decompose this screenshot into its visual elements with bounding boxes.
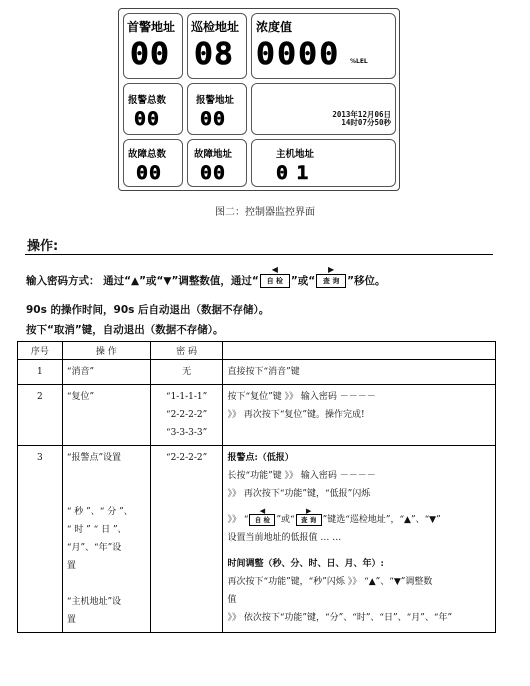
table-row	[18, 446, 496, 633]
row2-pw-3: “3-3-3-3”	[165, 428, 208, 438]
fault-total-value: 00	[136, 162, 163, 184]
lcd-cell-alarm-total	[123, 83, 183, 135]
right-arrow-icon: ▶	[328, 265, 335, 274]
row3-op-host-a: “主机地址”设	[66, 597, 122, 607]
self-test-key	[260, 265, 290, 288]
row1-op: “消音”	[62, 360, 150, 385]
spacer	[227, 547, 491, 555]
lcd-time: 14时07分50秒	[341, 118, 391, 127]
row3-pw: “2-2-2-2”	[150, 446, 223, 633]
lcd-cell-first-alarm	[123, 13, 183, 79]
query-key-mini-label: 查 询	[301, 515, 317, 524]
query-key-mini	[296, 505, 322, 526]
fault-address-label: 故障地址	[194, 149, 233, 160]
password-method-text-c: ”移位。	[347, 275, 386, 287]
row3-desc-6: 时间调整（秒、分、时、日、月、年）:	[227, 559, 384, 569]
alarm-total-value: 00	[134, 108, 161, 130]
lcd-cell-datetime	[251, 83, 396, 135]
lcd-cell-host-address	[251, 139, 396, 187]
row3-desc	[223, 446, 496, 633]
row2-desc-1: 按下“复位”键 》》 输入密码 －－－－	[227, 392, 376, 402]
operations-heading: 操作:	[27, 239, 59, 254]
header-no: 序号	[18, 342, 63, 360]
concentration-value: 0000	[256, 37, 341, 72]
row3-desc-7: 再次按下“功能”键，“秒”闪烁 》》 “▲”、“▼”调整数	[227, 577, 433, 587]
heading-rule	[25, 254, 493, 255]
row3-desc-4	[227, 505, 491, 529]
row2-op: “复位”	[62, 385, 150, 446]
row2-desc-2: 》》 再次按下“复位”键。操作完成!	[227, 410, 365, 420]
right-arrow-icon: ▶	[305, 505, 312, 515]
row3-op-host-b: 置	[66, 615, 76, 625]
password-method-line	[26, 265, 386, 288]
operations-table	[17, 341, 496, 633]
row3-desc-8: 值	[227, 595, 237, 605]
row3-desc-4c: ”键选“巡检地址”，“▲”、“▼”	[322, 515, 441, 525]
self-test-key-mini	[249, 505, 275, 526]
fault-total-label: 故障总数	[128, 149, 167, 160]
first-alarm-label: 首警地址	[127, 20, 176, 34]
row3-op	[62, 446, 150, 633]
alarm-total-label: 报警总数	[128, 95, 167, 106]
row3-desc-5: 设置当前地址的低报值 … …	[227, 533, 342, 543]
row3-desc-2: 长按“功能”键 》》 输入密码 －－－－	[227, 471, 376, 481]
header-operation: 操 作	[62, 342, 150, 360]
row3-no: 3	[18, 446, 63, 633]
password-method-text-a: 输入密码方式： 通过“▲”或“▼”调整数值，通过“	[26, 275, 259, 287]
row3-desc-3: 》》 再次按下“功能”键，“低报”闪烁	[227, 489, 371, 499]
query-key	[316, 265, 346, 288]
table-row	[18, 385, 496, 446]
row3-desc-9: 》》 依次按下“功能”键，“分”、“时”、“日”、“月”、“年”	[227, 613, 453, 623]
cancel-line: 按下“取消”键，自动退出（数据不存储）。	[26, 324, 224, 336]
row3-op-time-a: “ 秒 ”、“ 分 ”、	[66, 507, 133, 517]
table-row	[18, 360, 496, 385]
row3-desc-4b: ”或“	[276, 515, 295, 525]
lcd-cell-fault-total	[123, 139, 183, 187]
host-address-label: 主机地址	[276, 149, 315, 160]
lcd-cell-patrol-address	[187, 13, 247, 79]
patrol-address-value: 08	[194, 37, 235, 72]
row3-op-alarm: “报警点”设置	[66, 453, 122, 463]
lcd-cell-alarm-address	[187, 83, 247, 135]
lcd-cell-concentration	[251, 13, 396, 79]
row2-pw-2: “2-2-2-2”	[165, 410, 208, 420]
spacer	[67, 467, 146, 503]
fault-address-value: 00	[200, 162, 227, 184]
first-alarm-value: 00	[130, 37, 171, 72]
row2-pw-1: “1-1-1-1”	[165, 392, 208, 402]
concentration-unit: %LEL	[350, 58, 368, 65]
alarm-address-value: 00	[200, 108, 227, 130]
timeout-line: 90s 的操作时间，90s 后自动退出（数据不存储）。	[26, 304, 270, 316]
lcd-cell-fault-address	[187, 139, 247, 187]
row3-op-time-c: “月”、“年”设	[66, 543, 122, 553]
row3-desc-4a: 》》 “	[227, 515, 249, 525]
host-address-value: 01	[276, 162, 317, 184]
header-password: 密 码	[150, 342, 223, 360]
alarm-address-label: 报警地址	[196, 95, 235, 106]
concentration-label: 浓度值	[256, 20, 293, 34]
spacer	[67, 575, 146, 593]
query-key-label: 查 询	[322, 277, 340, 285]
self-test-key-label: 自 检	[266, 277, 284, 285]
patrol-address-label: 巡检地址	[191, 20, 240, 34]
row1-desc: 直接按下“消音”键	[223, 360, 496, 385]
figure-caption: 图二：控制器监控界面	[215, 207, 315, 218]
left-arrow-icon: ◀	[271, 265, 278, 274]
row2-no: 2	[18, 385, 63, 446]
table-header-row	[18, 342, 496, 360]
password-method-text-b: ”或“	[290, 275, 316, 287]
row1-no: 1	[18, 360, 63, 385]
left-arrow-icon: ◀	[259, 505, 266, 515]
row1-pw: 无	[150, 360, 223, 385]
row3-op-time-b: “ 时 ” “ 日 ”、	[66, 525, 127, 535]
row2-pw	[150, 385, 223, 446]
lcd-panel	[118, 8, 400, 191]
row3-op-time-d: 置	[66, 561, 76, 571]
row3-desc-1: 报警点:（低报）	[227, 453, 294, 463]
self-test-key-mini-label: 自 检	[254, 515, 271, 524]
row2-desc	[223, 385, 496, 446]
header-description	[223, 342, 496, 360]
lcd-date: 2013年12月06日	[332, 110, 391, 119]
